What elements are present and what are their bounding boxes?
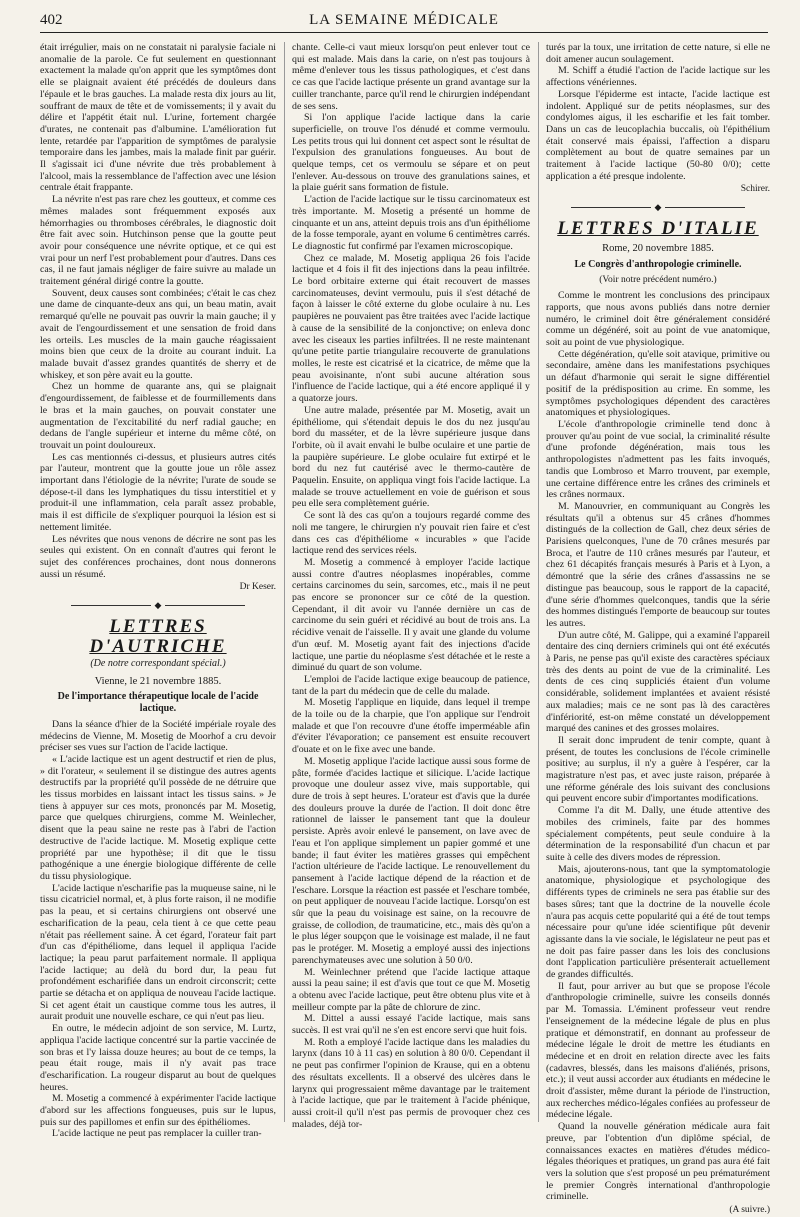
paragraph: Mais, ajouterons-nous, tant que la symptomatologie anatomique, physiologique et psychologique des différents types de criminels ne sera pas établie sur des bases sûres; tant que la doctrine de la nouvelle école n'aura pas acquis cette popularité qui a été de tout temps nécessaire pour qu'une idée scientifique pût devenir agissante dans la vie sociale, le législateur ne peut pas et ne doit pas faire passer dans les lois des conclusions dont l'application particulière présenterait actuellement de grandes difficultés. xyxy=(546,863,770,981)
paragraph: L'acide lactique n'escharifie pas la muqueuse saine, ni le tissu cicatriciel normal, et, à plus forte raison, il ne modifie pas la peau, et si certains chirurgiens ont observé une escharification de la peau, cela tient à ce que cette peau n'était pas réellement saine. À cet égard, l'orateur fait part d'un cas d'épithéliome, dans lequel il appliqua l'acide lactique; la peau parut parfaitement normale. Il appliqua l'acide lactique; au delà du bord dur, la peau fut profondément escharifiée dans un endroit circonscrit; cette partie se détacha et on appliqua de nouveau l'acide lactique. Si cet agent était un caustique comme tous les autres, il aurait produit une nouvelle eschare, ce qui n'eut pas lieu. xyxy=(40,882,276,1023)
paragraph: chante. Celle-ci vaut mieux lorsqu'on peut enlever tout ce qui est malade. Mais dans la carie, on n'est pas toujours à même d'enlever tous les tissus pathologiques, et c'est dans ce cas que l'acide lactique présente un grand avantage sur la cuiller tranchante, parce qu'il rend le chirurgien indépendant de ses sens. xyxy=(292,42,530,112)
paragraph: Lorsque l'épiderme est intacte, l'acide lactique est indolent. Appliqué sur de petits néoplasmes, sur des condylomes aigus, il les escharifie et les fait tomber. Dans un cas de leucoplachia buccalis, où l'épithélium était conservé mais épaissi, l'affection a disparu complètement au bout de quatre semaines par un traitement à l'acide lactique (50-80 0/0); cette application a été presque indolente. xyxy=(546,88,770,182)
continued-note: (A suivre.) xyxy=(729,1205,770,1216)
column-3 xyxy=(546,42,770,1216)
paragraph: En outre, le médecin adjoint de son service, M. Lurtz, appliqua l'acide lactique concentré sur la partie vaccinée de son bras et l'y laissa douze heures; au bout de ce temps, la peau était rouge, mais il n'y avait pas trace d'escharification. La rougeur disparut au bout de quelques heures. xyxy=(40,1023,276,1093)
paragraph: L'acide lactique ne peut pas remplacer la cuiller tran- xyxy=(52,1128,262,1140)
paragraph: M. Weinlechner prétend que l'acide lactique attaque aussi la peau saine; il est d'avis que tout ce que M. Mosetig a obtenu avec l'acide lactique, peut être obtenu plus vite et à meilleur compte par la pâte de chlorure de zinc. xyxy=(292,966,530,1013)
paragraph: M. Roth a employé l'acide lactique dans les maladies du larynx (dans 10 à 11 cas) en solution à 80 0/0. Cependant il ne peut pas confirmer l'opinion de Krause, qui en a obtenu des résultats excellents. Il a observé des ulcères dans le larynx qui progressaient même davantage par le traitement à l'acide lactique, que par le traitement à l'acide phénique, aussi croit-il qu'il n'est pas permis de provoquer chez ces malades, déjà tor- xyxy=(292,1036,530,1130)
paragraph: turés par la toux, une irritation de cette nature, si elle ne doit amener aucun soulagement. xyxy=(546,42,770,65)
paragraph: Chez un homme de quarante ans, qui se plaignait d'engourdissement, de faiblesse et de fourmillements dans le bras et la main gauches, on pouvait constater une augmentation de l'excitabilité du nerf radial gauche; en dedans de l'angle supérieur et interne du même côté, on trouvait un point douloureux. xyxy=(40,381,276,451)
dateline: Vienne, le 21 novembre 1885. xyxy=(94,675,222,687)
paragraph: Comme l'a dit M. Dally, une étude attentive des mobiles des criminels, faite par des hommes spécialement compétents, peut seule conduire à la détermination de la responsabilité d'un chacun et par suite à celle des divers modes de répression. xyxy=(546,805,770,863)
paragraph: était irrégulier, mais on ne constatait ni paralysie faciale ni anomalie de la parole. Ce fut seulement en questionnant exactement la malade qu'on apprit que les symptômes dont elle se plaignait avaient été précédés de douleurs dans l'épaule et le bras gauches. La malade resta dix jours au lit, souffrant de maux de tête et de vomissements; il y avait du délire et l'appétit était nul. L'urine, fortement chargée d'urates, ne contenait pas d'albumine. L'amélioration fut lente, retardée par l'apparition de symptômes de paralysie temporaire dans les jambes, mais la malade finit par guérir. Il s'agissait ici d'une névrite due très probablement à l'alcool, mais la ressemblance de l'affection avec une lésion centrale était frappante. xyxy=(40,42,276,194)
paragraph: M. Dittel a aussi essayé l'acide lactique, mais sans succès. Il est vrai qu'il ne s'en est encore servi que huit fois. xyxy=(292,1013,530,1037)
paragraph: Quand la nouvelle génération médicale aura fait preuve, par l'obtention d'un diplôme spécial, de connaissances exactes en matières d'études médico-légales théoriques et pratiques, un grand pas aura été fait vers la solution que s'est proposé un peu prématurément le premier Congrès international d'anthropologie criminelle. xyxy=(546,1121,770,1203)
column-2 xyxy=(292,42,530,1130)
paragraph: M. Manouvrier, en communiquant au Congrès les résultats qu'il a obtenus sur 45 crânes d'hommes distingués de la collection de Gall, chez deux séries de Parisiens quelconques, l'une de 70 crânes mesurés par Broca, et l'autre de 110 crânes mesurés par l'auteur, et chez 61 décapités français mesurés à Paris et à Lyon, a démontré que la série des crânes d'assassins ne se distingue pas beaucoup, sous le rapport de la capacité, d'une série d'hommes quelconques, tandis que la série des hommes distingués l'emporte de beaucoup sur toutes les autres. xyxy=(546,500,770,629)
journal-title: LA SEMAINE MÉDICALE xyxy=(309,12,499,28)
section-subtitle: (De notre correspondant spécial.) xyxy=(90,658,226,670)
section-ornament: ◆ xyxy=(40,600,276,611)
section-title-autriche: LETTRES D'AUTRICHE xyxy=(89,616,227,658)
paragraph: La névrite n'est pas rare chez les goutteux, et comme ces mêmes malades sont fréquemment exposés aux hémorrhagies ou thromboses cérébrales, le diagnostic doit être fait avec soin. Hutchinson pense que la goutte peut avoir pour conséquence une névrite optique, et ce qui est vrai pour un nerf l'est probablement pour d'autres. Dans ces cas, il ne faut jamais négliger de faire suivre au malade un traitement général dirigé contre la goutte. xyxy=(40,194,276,288)
paragraph: M. Mosetig l'applique en liquide, dans lequel il trempe de la toile ou de la charpie, que l'on applique sur l'endroit malade et que l'on recouvre d'une étoffe imperméable afin d'éviter l'évaporation; ce pansement est ensuite recouvert d'ouate et on le fixe avec une bande. xyxy=(292,697,530,756)
paragraph: Les névrites que nous venons de décrire ne sont pas les seules qui existent. On en connaît d'autres qui feront le sujet des conférences prochaines, dont nous donnerons aussi un résumé. xyxy=(40,533,276,580)
paragraph: Il faut, pour arriver au but que se propose l'école d'anthropologie criminelle, suivre les conseils donnés par M. Tomassia. L'éminent professeur veut rendre l'enseignement de la médecine légale de plus en plus pratique et démonstratif, en donnant au professeur de médecine légale le droit de mettre les étudiants en médecine et en droit en relation directe avec les faits (cadavres, blessés, dans les maisons d'aliénés, prisons, etc.); il veut aussi accorder aux étudiants en médecine le droit d'assister, même durant la période de l'instruction, aux recherches médico-légales confiées au professeur de médecine légale. xyxy=(546,980,770,1121)
page-number: 402 xyxy=(40,12,63,28)
paragraph: M. Mosetig a commencé à expérimenter l'acide lactique d'abord sur les affections fongueuses, puis sur le lupus, puis sur des papillomes et enfin sur des épithéliomes. xyxy=(40,1093,276,1128)
paragraph: Comme le montrent les conclusions des principaux rapports, que nous avons publiés dans notre dernier numéro, le criminel doit être généralement considéré comme un dégénéré, soit au point de vue anatomique, soit au point de vue physiologique. xyxy=(546,290,770,349)
paragraph: Ce sont là des cas qu'on a toujours regardé comme des noli me tangere, le chirurgien n'y pouvait rien faire et c'est dans ces cas d'épithéliome « incurables » que l'acide lactique rend des services réels. xyxy=(292,510,530,557)
author-signature: Dr Keser. xyxy=(239,582,276,593)
paragraph: Si l'on applique l'acide lactique dans la carie superficielle, on trouve l'os dénudé et comme vermoulu. Les petits trous qui lui donnent cet aspect sont le résultat de l'expulsion des granulations fongueuses. Au bout de quelque temps, cet os vermoulu se sépare et on peut l'enlever. Au-dessous on trouve des granulations saines, et la plaie guérit sans formation de fistule. xyxy=(292,112,530,194)
column-divider xyxy=(538,42,539,1122)
reference-note: (Voir notre précédent numéro.) xyxy=(599,274,717,285)
paragraph: Une autre malade, présentée par M. Mosetig, avait un épithéliome, qui s'étendait depuis le dos du nez jusqu'au bord du masséter, et de la lèvre supérieure jusque dans l'orbite, où il avait envahi le bulbe oculaire et une partie de la paupière supérieure. Le globe oculaire fut extirpé et le bord du nez fut cautérisé avec le thermo-cautère de Paquelin. Ensuite, on appliqua vingt fois l'acide lactique. La malade se trouve actuellement en voie de guérison et sous peu elle sera complètement guérie. xyxy=(292,404,530,510)
paragraph: « L'acide lactique est un agent destructif et rien de plus, » dit l'orateur, « seulement il se distingue des autres agents destructifs par la propriété qu'il possède de ne détruire que les tissus morbides en laissant intact les tissus sains. » Je tiens à appuyer sur ces mots, prononcés par M. Mosetig, parce que quelques chirurgiens, comme M. Weinlecher, disent que la peau saine ne reste pas à l'abri de l'action destructive de l'acide lactique. M. Mosetig explique cette propriété par une hypothèse; il dit que le tissu pathogénique a une énergie biologique différente de celle du tissu physiologique. xyxy=(40,753,276,882)
paragraph: Chez ce malade, M. Mosetig appliqua 26 fois l'acide lactique et 4 fois il fit des injections dans la peau infiltrée. Le bord orbitaire externe qui était recouvert de masses carcinomateuses, devint vermoulu, puis il s'est détaché de façon à laisser le côté externe du globe oculaire à nu. Les paupières ne pouvaient pas être traitées avec l'acide lactique à cause de la sensibilité de la conjonctive; on enleva donc avec les ciseaux les parties infiltrées. Il ne reste maintenant qu'une petite partie triangulaire recouverte de granulations molles, le reste est cicatrisé et la cicatrice, de même que la peau avoisinante, n'ont subi aucune altération sous l'influence de l'acide lactique, qui a été encore appliqué il y a quatorze jours. xyxy=(292,252,530,405)
section-ornament: ◆ xyxy=(546,202,770,213)
paragraph: Cette dégénération, qu'elle soit atavique, primitive ou secondaire, amène dans les manifestations psychiques un défaut d'harmonie qui serait le signe différentiel positif de la prédisposition au crime. En somme, les symptômes psychologiques dépendent des caractères anatomiques et physiologiques. xyxy=(546,348,770,419)
paragraph: D'un autre côté, M. Galippe, qui a examiné l'appareil dentaire des cinq derniers criminels qui ont été exécutés à Paris, ne pense pas qu'il existe des caractères spéciaux très des dents au point de vue de la criminalité. Les dents de ces cinq suppliciés étaient d'un volume considérable, solidement implantées et avaient résisté aux maladies; mais ce ne sont pas là des caractères d'infériorité, est-on même constaté un développement marqué des canines et des grosses molaires. xyxy=(546,629,770,735)
paragraph: Les cas mentionnés ci-dessus, et plusieurs autres cités par l'auteur, montrent que la goutte joue un rôle assez important dans l'étiologie de la névrite; l'urate de soude se dépose-t-il dans les lymphatiques du tissu interstitiel et y produit-il une inflammation, cela paraît assez probable, mais il est difficile de s'expliquer pourquoi la lésion est si nettement limitée. xyxy=(40,451,276,533)
page-header xyxy=(40,6,768,33)
column-1 xyxy=(40,42,276,1140)
paragraph: L'école d'anthropologie criminelle tend donc à prouver qu'au point de vue social, la criminalité résulte d'une profonde dégénération, mais tous les anthropologistes n'admettent pas les faits invoqués, tandis que Lombroso et Marro trouvent, par exemple, une certaine différence entre les crânes des criminels et les crânes normaux. xyxy=(546,418,770,501)
paragraph: L'action de l'acide lactique sur le tissu carcinomateux est très importante. M. Mosetig a présenté un homme de cinquante et un ans, atteint depuis trois ans d'un épithéliome de la fosse temporale, ayant en volume 6 centimètres carrés. Le diagnostic fut confirmé par l'examen microscopique. xyxy=(292,194,530,252)
paragraph: M. Mosetig a commencé à employer l'acide lactique aussi contre d'autres néoplasmes inopérables, comme certains carcinomes du sein, sarcomes, etc., mais il ne peut pas encore se prononcer sur ce côté de la question. Cependant, il dit avoir vu l'année dernière un cas de carcinome du sein guéri et récidivé au bout de trois ans. La récidive venait de l'aisselle. Il y avait une glande du volume d'un œuf. M. Mosetig ayant fait des injections d'acide lactique, une partie du néoplasme s'est détachée et le reste a diminué du quart de son volume. xyxy=(292,556,530,674)
author-signature: Schirer. xyxy=(740,184,770,195)
paragraph: M. Mosetig applique l'acide lactique aussi sous forme de pâte, formée d'acides lactique et silicique. L'acide lactique provoque une douleur assez vive, mais supportable, qui dure de trois à sept heures. L'orateur est d'avis que la durée des douleurs prouve la durée de l'action. Il doit donc être rationnel de laisser le pansement tant que la douleur persiste. Après avoir enlevé le pansement, on lave avec de l'eau et l'on applique simplement un papier gommé et une bande; il faut éviter les matières grasses qui empêchent l'action ultérieure de l'acide lactique. Le renouvellement du pansement à l'acide lactique dépend de la réaction et de l'eschare. Lorsque la réaction est passée et l'eschare tombée, on peut appliquer de nouveau l'acide lactique. Lorsqu'on est sûr que la peau du voisinage est saine, on la recouvre de graisse, de collodion, de traumaticine, etc., mais dès qu'on a le plus léger soupçon que le voisinage est malade, il ne faut pas le protéger. M. Mosetig a employé aussi des injections parenchymateuses avec une solution à 50 0/0. xyxy=(292,755,530,966)
section-title-italie: LETTRES D'ITALIE xyxy=(557,218,759,240)
paragraph: Dans la séance d'hier de la Société impériale royale des médecins de Vienne, M. Mosetig de Moorhof a cru devoir préciser ses vues sur l'action de l'acide lactique. xyxy=(40,718,276,754)
paragraph: Souvent, deux causes sont combinées; c'était le cas chez une dame de cinquante-deux ans qui, un beau matin, avait remarqué qu'elle ne pouvait pas ouvrir la main gauche; il y avait de l'engourdissement et une sensation de froid dans les orteils. Les muscles de la main gauche réagissaient moins bien que ceux de la droite au courant induit. La malade buvait d'assez grandes quantités de sherry et de whiskey, et son père avait eu la goutte. xyxy=(40,287,276,381)
paragraph: L'emploi de l'acide lactique exige beaucoup de patience, tant de la part du médecin que de celle du malade. xyxy=(292,673,530,697)
paragraph: M. Schiff a étudié l'action de l'acide lactique sur les affections vénériennes. xyxy=(546,65,770,89)
article-title: Le Congrès d'anthropologie criminelle. xyxy=(574,258,742,270)
dateline: Rome, 20 novembre 1885. xyxy=(602,243,714,255)
article-title: De l'importance thérapeutique locale de l'acide lactique. xyxy=(57,691,259,715)
column-divider xyxy=(284,42,285,1122)
paragraph: Il serait donc imprudent de tenir compte, quant à présent, de toutes les conclusions de l'école criminelle positive; au surplus, il n'y a guère à l'espérer, car la magistrature n'est pas, et avec juste raison, préparée à une réforme générale des lois suivant des conclusions qui peuvent encore subir d'importantes modifications. xyxy=(546,734,770,805)
